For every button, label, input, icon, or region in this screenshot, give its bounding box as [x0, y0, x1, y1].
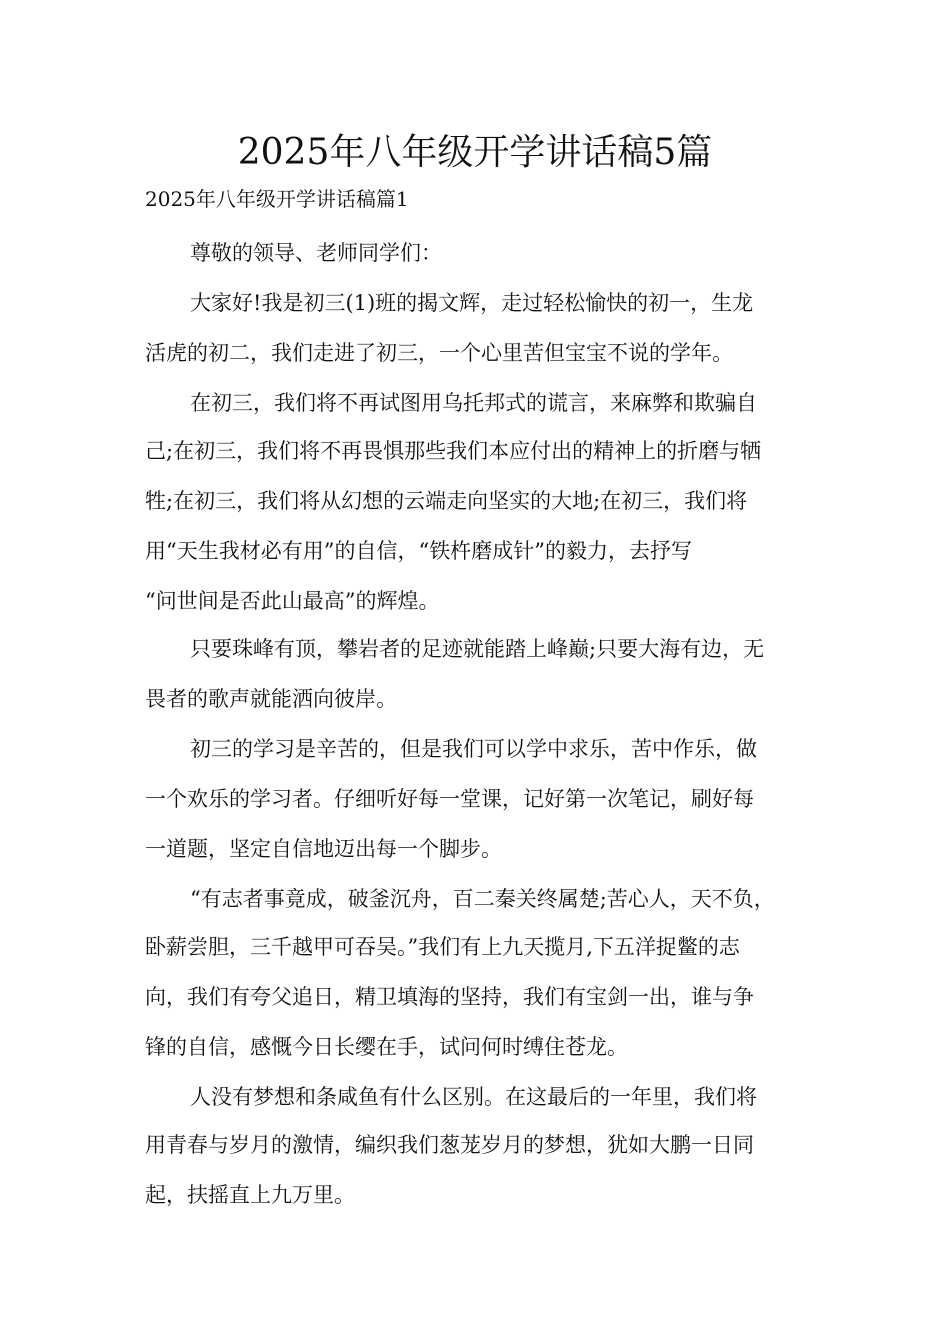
paragraph-line: 卧薪尝胆，三千越甲可吞吴。”我们有上九天揽月,下五洋捉鳖的志 — [145, 935, 740, 959]
document-title: 2025年八年级开学讲话稿5篇 — [237, 132, 713, 173]
paragraph-line: 畏者的歌声就能洒向彼岸。 — [145, 687, 397, 711]
section-heading: 2025年八年级开学讲话稿篇1 — [145, 187, 409, 211]
paragraph-line: 人没有梦想和条咸鱼有什么区别。在这最后的一年里，我们将 — [190, 1085, 757, 1109]
paragraph-line: 尊敬的领导、老师同学们： — [190, 241, 442, 265]
paragraph-line: 牲;在初三，我们将从幻想的云端走向坚实的大地;在初三，我们将 — [145, 489, 748, 513]
paragraph-line: “有志者事竟成，破釜沉舟，百二秦关终属楚;苦心人，天不负， — [190, 887, 775, 911]
paragraph-line: 向，我们有夸父追日，精卫填海的坚持，我们有宝剑一出，谁与争 — [145, 985, 754, 1009]
paragraph-line: 用青春与岁月的激情，编织我们葱茏岁月的梦想，犹如大鹏一日同 — [145, 1133, 754, 1157]
paragraph-line: “问世间是否此山最高”的辉煌。 — [145, 589, 440, 613]
paragraph-line: 只要珠峰有顶，攀岩者的足迹就能踏上峰巅;只要大海有边，无 — [190, 637, 765, 661]
paragraph-line: 在初三，我们将不再试图用乌托邦式的谎言，来麻弊和欺骗自 — [190, 391, 757, 415]
paragraph-line: 大家好!我是初三(1)班的揭文辉，走过轻松愉快的初一，生龙 — [190, 291, 754, 315]
paragraph-line: 锋的自信，感慨今日长缨在手，试问何时缚住苍龙。 — [145, 1035, 628, 1059]
paragraph-line: 起，扶摇直上九万里。 — [145, 1183, 355, 1207]
paragraph-line: 己;在初三，我们将不再畏惧那些我们本应付出的精神上的折磨与牺 — [145, 439, 762, 463]
paragraph-line: 用“天生我材必有用”的自信，“铁杵磨成针”的毅力，去抒写 — [145, 539, 692, 563]
paragraph-line: 一个欢乐的学习者。仔细听好每一堂课，记好第一次笔记，刷好每 — [145, 787, 754, 811]
paragraph-line: 一道题，坚定自信地迈出每一个脚步。 — [145, 837, 502, 861]
paragraph-line: 活虎的初二，我们走进了初三，一个心里苦但宝宝不说的学年。 — [145, 341, 733, 365]
paragraph-line: 初三的学习是辛苦的，但是我们可以学中求乐，苦中作乐，做 — [190, 737, 757, 761]
